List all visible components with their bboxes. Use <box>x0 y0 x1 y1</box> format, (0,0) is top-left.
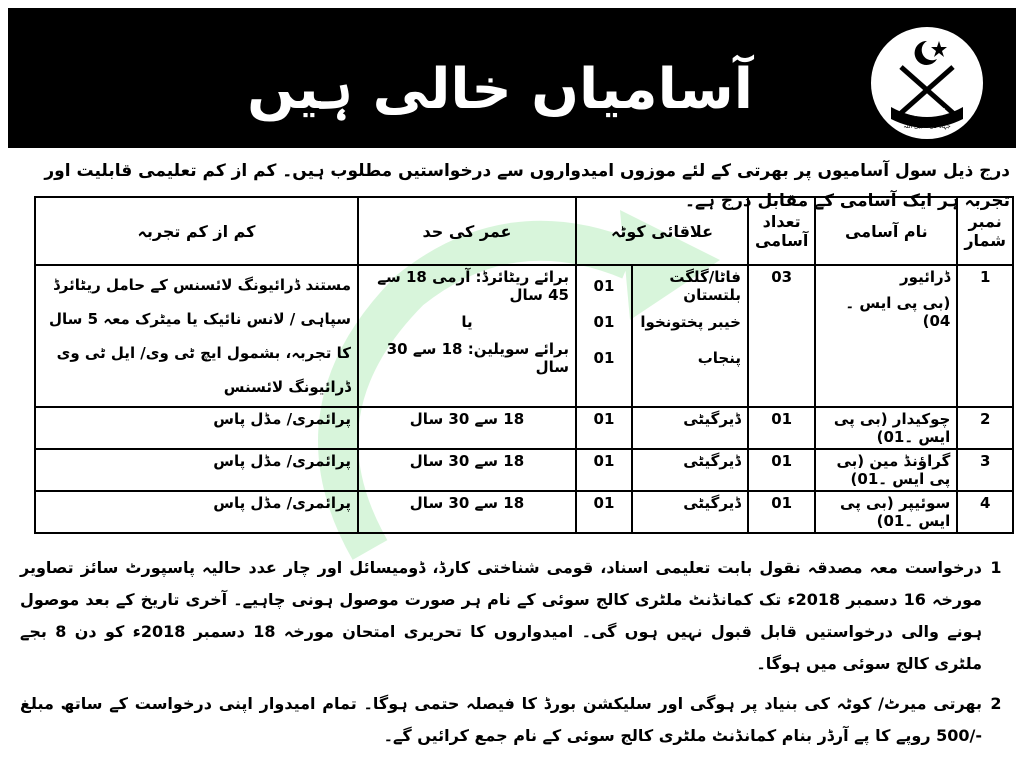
row-quota-count: 01 <box>576 407 632 449</box>
age-line: یا <box>461 313 473 331</box>
quota-region: خیبر پختونخوا <box>640 313 741 331</box>
row-exp: پرائمری/ مڈل پاس <box>35 407 358 449</box>
emblem-logo <box>868 24 986 142</box>
age-line: برائے ریٹائرڈ: آرمی 18 سے 45 سال <box>377 268 569 304</box>
post-name: ڈرائیور <box>900 268 951 286</box>
header-quota: علاقائی کوٹہ <box>576 197 748 265</box>
row-quota-region <box>632 265 748 407</box>
header-banner <box>8 8 1016 148</box>
header-exp: کم از کم تجربہ <box>35 197 358 265</box>
quota-count: 01 <box>593 349 615 367</box>
header-age: عمر کی حد <box>358 197 576 265</box>
quota-region: فاٹا/گلگت بلتستان <box>669 268 741 304</box>
row-qty: 03 <box>748 265 815 407</box>
note-item <box>20 688 1010 752</box>
row-quota-region: ڈیرگیٹی <box>632 491 748 533</box>
header-num: نمبر شمار <box>957 197 1013 265</box>
note-text: بھرتی میرٹ/ کوٹہ کی بنیاد پر ہوگی اور سلیکشن بورڈ کا فیصلہ حتمی ہوگا۔ تمام امیدوار اپنی درخواست کے ساتھ مبلغ -/500 روپے کا پے آرڈر بنام کمانڈنٹ ملٹری کالج سوئی کے نام جمع کرائیں گے۔ <box>20 694 982 745</box>
row-exp: پرائمری/ مڈل پاس <box>35 449 358 491</box>
row-age: 18 سے 30 سال <box>358 491 576 533</box>
row-num: 1 <box>957 265 1013 407</box>
row-num: 3 <box>957 449 1013 491</box>
header-qty: تعداد آسامی <box>748 197 815 265</box>
row-quota-region: ڈیرگیٹی <box>632 449 748 491</box>
row-num: 2 <box>957 407 1013 449</box>
row-qty: 01 <box>748 491 815 533</box>
row-post <box>815 265 957 407</box>
row-age <box>358 265 576 407</box>
row-quota-count: 01 <box>576 491 632 533</box>
row-quota-count <box>576 265 632 407</box>
row-qty: 01 <box>748 449 815 491</box>
row-post: گراؤنڈ مین (بی پی ایس ۔01) <box>815 449 957 491</box>
table-header-row <box>35 197 1013 265</box>
emblem-text: تقویٰ <box>908 107 926 116</box>
age-line: برائے سویلین: 18 سے 30 سال <box>386 340 569 376</box>
row-quota-count: 01 <box>576 449 632 491</box>
row-exp: پرائمری/ مڈل پاس <box>35 491 358 533</box>
note-number: 2 <box>990 694 1002 713</box>
row-exp: مستند ڈرائیونگ لائسنس کے حامل ریٹائرڈ سپاہی / لانس نائیک یا میٹرک معہ 5 سال کا تجربہ، بشمول ایچ ٹی وی/ ایل ٹی وی ڈرائیونگ لائسنس <box>35 265 358 407</box>
quota-region: پنجاب <box>697 349 741 367</box>
row-num: 4 <box>957 491 1013 533</box>
table-row <box>35 407 1013 449</box>
table-row <box>35 449 1013 491</box>
vacancy-table <box>34 196 1014 534</box>
page-title: آسامیاں خالی ہیں <box>247 57 753 122</box>
quota-count: 01 <box>593 277 615 295</box>
quota-count: 01 <box>593 313 615 331</box>
emblem-text: ایمان <box>927 107 946 116</box>
header-post: نام آسامی <box>815 197 957 265</box>
row-quota-region: ڈیرگیٹی <box>632 407 748 449</box>
intro-text: درج ذیل سول آسامیوں پر بھرتی کے لئے موزوں امیدواروں سے درخواستیں مطلوب ہیں۔ کم از کم تعلیمی قابلیت اور تجربہ ہر ایک آسامی کے مقابل درج ہے۔ <box>44 161 1010 211</box>
row-age: 18 سے 30 سال <box>358 407 576 449</box>
table-row <box>35 491 1013 533</box>
row-qty: 01 <box>748 407 815 449</box>
table-row <box>35 265 1013 407</box>
note-item <box>20 552 1010 680</box>
row-post: سوئیپر (بی پی ایس ۔01) <box>815 491 957 533</box>
notes-section <box>20 552 1010 760</box>
row-post: چوکیدار (بی پی ایس ۔01) <box>815 407 957 449</box>
post-scale: (بی پی ایس ۔04) <box>845 294 951 330</box>
row-age: 18 سے 30 سال <box>358 449 576 491</box>
note-number: 1 <box>990 558 1002 577</box>
emblem-motto: جہاد فی سبیل اللہ <box>903 123 951 130</box>
note-text: درخواست معہ مصدقہ نقول بابت تعلیمی اسناد، قومی شناختی کارڈ، ڈومیسائل اور چار عدد حالیہ پاسپورٹ سائز تصاویر مورخہ 16 دسمبر 2018ء تک کمانڈنٹ ملٹری کالج سوئی کے نام ہر صورت موصول ہونی چاہیے۔ آخری تاریخ کے بعد موصول ہونے والی درخواستیں قابل قبول نہیں ہوں گی۔ امیدواروں کا تحریری امتحان مورخہ 18 دسمبر 2018ء کو دن 8 بجے ملٹری کالج سوئی میں ہوگا۔ <box>20 558 983 673</box>
